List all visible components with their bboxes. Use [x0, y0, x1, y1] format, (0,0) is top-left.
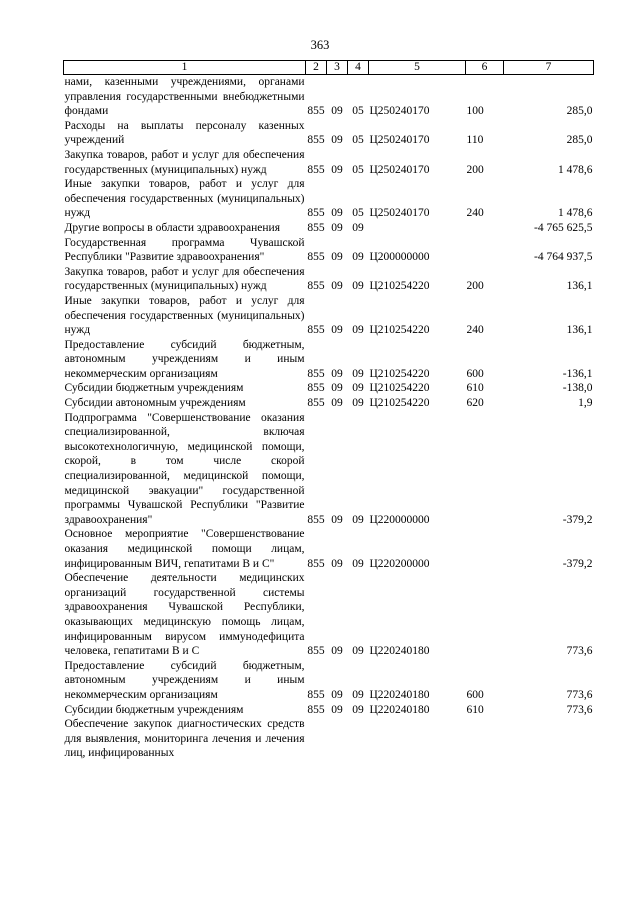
cell-section-code: 09: [331, 221, 343, 234]
cell-ministry-code: [306, 717, 327, 761]
row-name: Иные закупки товаров, работ и услуг для обеспечения государственных (муниципальных) нужд: [64, 178, 305, 220]
cell-amount: -4 764 937,5: [534, 251, 593, 264]
cell-target-article: Ц250240170: [369, 163, 430, 176]
cell-amount: 773,6: [566, 703, 593, 716]
cell-target-article: [369, 221, 466, 236]
cell-section-code: 09: [331, 367, 343, 380]
cell-ministry-code: 855: [307, 105, 325, 118]
cell-amount: [504, 717, 594, 761]
cell-expense-type: [466, 571, 504, 659]
cell-target-article: Ц210254220: [369, 280, 430, 293]
table-row: [64, 717, 594, 761]
cell-ministry-code: 855: [307, 367, 325, 380]
cell-target-article: Ц220200000: [369, 557, 430, 570]
row-name: Иные закупки товаров, работ и услуг для обеспечения государственных (муниципальных) нужд: [64, 294, 305, 337]
table-row: [64, 236, 594, 265]
cell-amount: -379,2: [562, 513, 593, 526]
table-row: [64, 659, 594, 703]
cell-amount: 773,6: [566, 645, 593, 658]
cell-amount: 1 478,6: [558, 163, 593, 176]
table-row: [64, 571, 594, 659]
cell-expense-type: 620: [466, 397, 484, 410]
column-header: 7: [504, 61, 594, 75]
cell-amount: -136,1: [562, 367, 593, 380]
row-name: Предоставление субсидий бюджетным, автономным учреждениям и иным некоммерческим организациям: [64, 659, 305, 701]
cell-section-code: 09: [331, 163, 343, 176]
cell-subsection-code: 09: [352, 280, 364, 293]
cell-amount: 136,1: [566, 280, 593, 293]
cell-expense-type: 200: [466, 163, 484, 176]
cell-section-code: 09: [331, 645, 343, 658]
cell-subsection-code: 09: [352, 324, 364, 337]
cell-target-article: Ц210254220: [369, 324, 430, 337]
row-name: Другие вопросы в области здравоохранения: [64, 221, 280, 234]
cell-expense-type: 240: [466, 207, 484, 220]
cell-target-article: Ц220000000: [369, 513, 430, 526]
page-number: 363: [310, 38, 330, 52]
cell-subsection-code: 09: [352, 221, 364, 234]
table-row: [64, 381, 594, 396]
cell-target-article: Ц220240180: [369, 645, 430, 658]
cell-ministry-code: 855: [307, 688, 325, 701]
table-row: [64, 294, 594, 338]
cell-target-article: Ц200000000: [369, 251, 430, 264]
column-header: 3: [327, 61, 348, 75]
table-row: [64, 148, 594, 177]
cell-amount: 1,9: [578, 397, 593, 410]
table-row: [64, 411, 594, 528]
row-name: Обеспечение закупок диагностических средств для выявления, мониторинга лечения и лечения лиц, инфицированных: [64, 718, 305, 760]
cell-expense-type: 100: [466, 105, 484, 118]
cell-subsection-code: 09: [352, 367, 364, 380]
cell-target-article: Ц220240180: [369, 688, 430, 701]
cell-section-code: 09: [331, 382, 343, 395]
cell-section-code: 09: [331, 688, 343, 701]
cell-ministry-code: 855: [307, 251, 325, 264]
cell-ministry-code: 855: [307, 645, 325, 658]
row-name: Обеспечение деятельности медицинских организаций государственной системы здравоохранения Чувашской Республики, оказывающих медицинскую помощь лицам, инфицированным вирусом иммунодефицита человека, гепатитами В и С: [64, 572, 305, 658]
cell-subsection-code: 09: [352, 557, 364, 570]
cell-ministry-code: 855: [307, 397, 325, 410]
cell-ministry-code: 855: [307, 280, 325, 293]
cell-expense-type: [466, 717, 504, 761]
cell-expense-type: 200: [466, 280, 484, 293]
row-name: Субсидии бюджетным учреждениям: [64, 703, 244, 716]
cell-target-article: Ц210254220: [369, 382, 430, 395]
cell-section-code: 09: [331, 397, 343, 410]
cell-ministry-code: 855: [307, 134, 325, 147]
cell-ministry-code: 855: [307, 163, 325, 176]
table-row: [64, 396, 594, 411]
cell-section-code: 09: [331, 134, 343, 147]
cell-ministry-code: 855: [307, 382, 325, 395]
table-row: [64, 527, 594, 571]
cell-target-article: Ц250240170: [369, 105, 430, 118]
table-row: [64, 703, 594, 718]
budget-table: [63, 60, 594, 761]
column-header: 5: [369, 61, 466, 75]
column-header: 4: [348, 61, 369, 75]
cell-subsection-code: 05: [352, 134, 364, 147]
cell-expense-type: 600: [466, 367, 484, 380]
cell-subsection-code: 05: [352, 207, 364, 220]
cell-subsection-code: 09: [352, 397, 364, 410]
cell-expense-type: 610: [466, 382, 484, 395]
row-name: Закупка товаров, работ и услуг для обеспечения государственных (муниципальных) нужд: [64, 148, 305, 176]
cell-subsection-code: 09: [352, 645, 364, 658]
row-name: Расходы на выплаты персоналу казенных учреждений: [64, 119, 305, 147]
row-name: Государственная программа Чувашской Республики "Развитие здравоохранения": [64, 236, 305, 264]
table-row: [64, 265, 594, 294]
table-row: [64, 75, 594, 119]
cell-target-article: Ц210254220: [369, 367, 430, 380]
cell-target-article: Ц220240180: [369, 703, 430, 716]
row-name: Подпрограмма "Совершенствование оказания специализированной, включая высокотехнологичную, медицинской помощи, скорой, в том числе скорой специализированной, медицинской помощи, медицинской эвакуации" государственной программы Чувашской Республики "Развитие здравоохранения": [64, 411, 305, 526]
cell-expense-type: [466, 527, 504, 571]
cell-section-code: [327, 717, 348, 761]
cell-amount: 285,0: [566, 134, 593, 147]
column-header: 6: [466, 61, 504, 75]
cell-expense-type: 600: [466, 688, 484, 701]
row-name: Субсидии бюджетным учреждениям: [64, 382, 244, 395]
cell-subsection-code: 09: [352, 382, 364, 395]
row-name: Закупка товаров, работ и услуг для обеспечения государственных (муниципальных) нужд: [64, 265, 305, 293]
cell-subsection-code: 09: [352, 513, 364, 526]
row-name: Основное мероприятие "Совершенствование оказания медицинской помощи лицам, инфицированным ВИЧ, гепатитами В и С": [64, 528, 305, 570]
cell-ministry-code: 855: [307, 221, 325, 234]
cell-amount: 1 478,6: [558, 207, 593, 220]
cell-section-code: 09: [331, 280, 343, 293]
row-name: нами, казенными учреждениями, органами управления государственными внебюджетными фондами: [64, 76, 305, 118]
cell-ministry-code: 855: [307, 513, 325, 526]
cell-expense-type: 610: [466, 703, 484, 716]
cell-expense-type: [466, 236, 504, 265]
cell-section-code: 09: [331, 703, 343, 716]
cell-ministry-code: 855: [307, 703, 325, 716]
cell-expense-type: [466, 411, 504, 528]
cell-expense-type: [466, 221, 504, 236]
cell-ministry-code: 855: [307, 207, 325, 220]
cell-target-article: Ц210254220: [369, 397, 430, 410]
cell-amount: -379,2: [562, 557, 593, 570]
cell-amount: -4 765 625,5: [534, 221, 593, 234]
cell-subsection-code: 09: [352, 703, 364, 716]
cell-subsection-code: [348, 717, 369, 761]
cell-amount: 773,6: [566, 688, 593, 701]
cell-target-article: [369, 717, 466, 761]
cell-expense-type: 240: [466, 324, 484, 337]
table-row: [64, 338, 594, 382]
table-row: [64, 177, 594, 221]
cell-subsection-code: 09: [352, 251, 364, 264]
table-row: [64, 221, 594, 236]
cell-ministry-code: 855: [307, 324, 325, 337]
cell-ministry-code: 855: [307, 557, 325, 570]
cell-expense-type: 110: [466, 134, 484, 147]
cell-subsection-code: 09: [352, 688, 364, 701]
cell-section-code: 09: [331, 324, 343, 337]
cell-target-article: Ц250240170: [369, 207, 430, 220]
cell-subsection-code: 05: [352, 105, 364, 118]
column-header: 1: [64, 61, 306, 75]
cell-section-code: 09: [331, 513, 343, 526]
cell-section-code: 09: [331, 557, 343, 570]
table-row: [64, 119, 594, 148]
row-name: Предоставление субсидий бюджетным, автономным учреждениям и иным некоммерческим организациям: [64, 338, 305, 380]
cell-section-code: 09: [331, 105, 343, 118]
cell-section-code: 09: [331, 207, 343, 220]
column-header-row: [64, 61, 594, 75]
cell-subsection-code: 05: [352, 163, 364, 176]
column-header: 2: [306, 61, 327, 75]
cell-amount: -138,0: [562, 382, 593, 395]
cell-amount: 136,1: [566, 324, 593, 337]
cell-amount: 285,0: [566, 105, 593, 118]
cell-target-article: Ц250240170: [369, 134, 430, 147]
cell-section-code: 09: [331, 251, 343, 264]
row-name: Субсидии автономным учреждениям: [64, 397, 246, 410]
